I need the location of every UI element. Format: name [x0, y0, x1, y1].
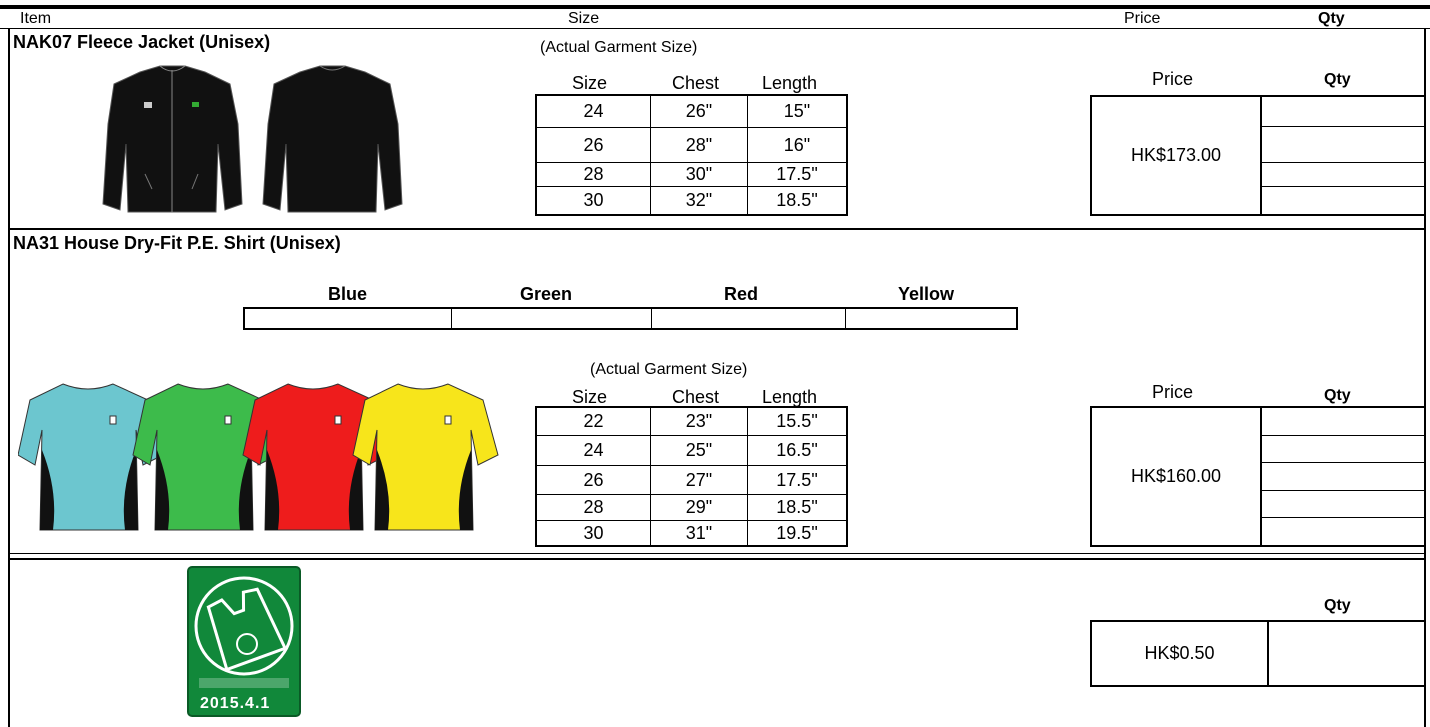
color-qty-red-input[interactable]	[652, 309, 845, 328]
fleece-cell: 15"	[783, 101, 811, 121]
fleece-col-length: Length	[762, 73, 818, 93]
frame-left	[8, 28, 10, 727]
shirt-qty-input[interactable]	[1262, 408, 1424, 435]
fleece-jacket-image	[100, 64, 420, 216]
fleece-col-chest: Chest	[672, 73, 720, 93]
shirt-cell: 29"	[685, 497, 713, 517]
fleece-cell: 30"	[685, 164, 713, 184]
bag-qty-label: Qty	[1324, 597, 1351, 614]
shirt-price: HK$160.00	[1130, 466, 1222, 486]
shirt-qty-input[interactable]	[1262, 436, 1424, 462]
shirt-color-blue: Blue	[328, 284, 368, 304]
fleece-price-label: Price	[1152, 69, 1194, 89]
shirt-col-size: Size	[572, 387, 608, 407]
bag-qty-input[interactable]	[1269, 622, 1424, 685]
shirt-cell: 15.5"	[776, 411, 818, 431]
fleece-cell: 16"	[783, 134, 811, 155]
jacket-back-icon	[263, 66, 402, 212]
shirt-cell: 27"	[685, 469, 713, 490]
fleece-title: NAK07 Fleece Jacket (Unisex)	[13, 32, 271, 52]
shirt-cell: 28	[583, 497, 604, 517]
fleece-cell: 32"	[685, 190, 713, 210]
shirt-qty-input[interactable]	[1262, 491, 1424, 517]
shirt-cell: 24	[583, 440, 604, 460]
shirt-cell: 17.5"	[776, 469, 818, 490]
fleece-qty-input[interactable]	[1262, 97, 1424, 126]
color-qty-green-input[interactable]	[452, 309, 651, 328]
fleece-qty-label: Qty	[1324, 71, 1351, 88]
header-underline	[0, 28, 1430, 29]
shirt-note: (Actual Garment Size)	[590, 361, 748, 378]
section-divider	[8, 553, 1426, 554]
shirt-qty-input[interactable]	[1262, 518, 1424, 545]
shirt-cell: 18.5"	[776, 497, 818, 517]
shirt-cell: 26	[583, 469, 604, 490]
header-size: Size	[568, 10, 600, 27]
section-divider	[8, 228, 1426, 230]
shirt-cell: 31"	[685, 522, 713, 543]
shirt-images	[18, 380, 523, 540]
header-price: Price	[1124, 10, 1161, 27]
fleece-cell: 24	[583, 101, 604, 121]
shirt-cell: 19.5"	[776, 522, 818, 543]
shirt-col-chest: Chest	[672, 387, 720, 407]
top-rule	[0, 5, 1430, 9]
fleece-cell: 26"	[685, 101, 713, 121]
shirt-price-label: Price	[1152, 382, 1194, 402]
jacket-front-icon	[103, 66, 242, 212]
shirt-qty-input[interactable]	[1262, 463, 1424, 490]
color-qty-yellow-input[interactable]	[846, 309, 1016, 328]
fleece-qty-input[interactable]	[1262, 127, 1424, 162]
fleece-cell: 17.5"	[776, 164, 818, 184]
fleece-qty-input[interactable]	[1262, 187, 1424, 214]
shirt-title: NA31 House Dry-Fit P.E. Shirt (Unisex)	[13, 233, 341, 253]
shirt-cell: 22	[583, 411, 604, 431]
bag-price: HK$0.50	[1144, 643, 1215, 663]
shirt-color-green: Green	[520, 284, 573, 304]
header-item: Item	[20, 10, 52, 27]
fleece-qty-input[interactable]	[1262, 163, 1424, 186]
shirt-color-yellow: Yellow	[898, 284, 955, 304]
shirt-col-length: Length	[762, 387, 818, 407]
shirt-cell: 23"	[685, 411, 713, 431]
color-qty-blue-input[interactable]	[245, 309, 451, 328]
fleece-price: HK$173.00	[1130, 145, 1222, 165]
fleece-cell: 28	[583, 164, 604, 184]
fleece-cell: 18.5"	[776, 190, 818, 210]
shirt-cell: 16.5"	[776, 440, 818, 460]
fleece-cell: 28"	[685, 134, 713, 155]
section-divider	[8, 558, 1426, 560]
shirt-color-red: Red	[724, 284, 759, 304]
fleece-note: (Actual Garment Size)	[540, 39, 698, 56]
fleece-cell: 30	[583, 190, 604, 210]
shirt-cell: 30	[583, 522, 604, 543]
fleece-cell: 26	[583, 134, 604, 155]
shirt-cell: 25"	[685, 440, 713, 460]
shirt-qty-label: Qty	[1324, 387, 1351, 404]
header-qty: Qty	[1318, 10, 1345, 27]
logo-date: 2015.4.1	[200, 695, 271, 712]
fleece-col-size: Size	[572, 73, 608, 93]
